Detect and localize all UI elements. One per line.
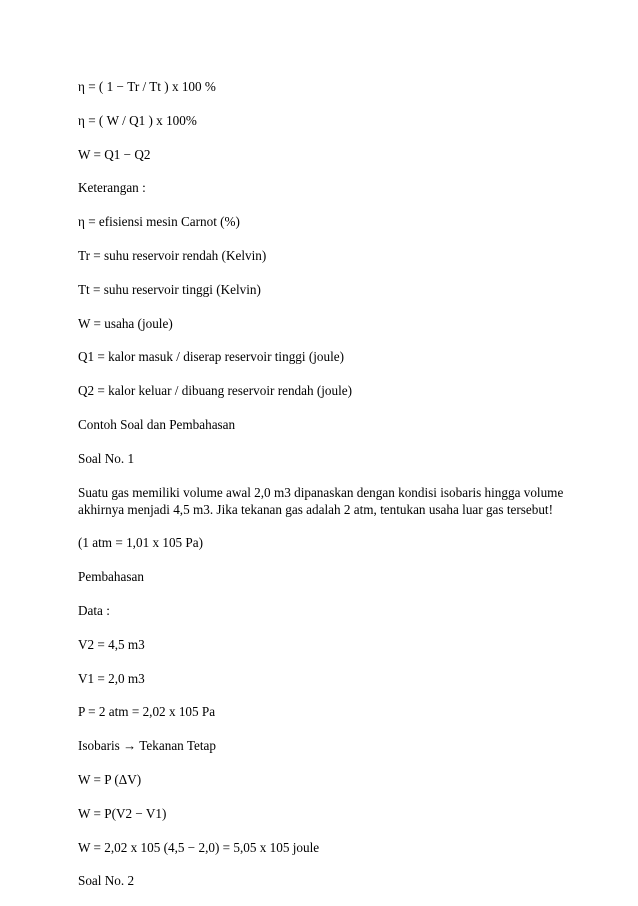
problem-1-heading: Soal No. 1 [78,450,135,466]
solution-heading: Pembahasan [78,569,144,585]
legend-tr: Tr = suhu reservoir rendah (Kelvin) [78,247,267,263]
formula-efficiency-work: η = ( W / Q1 ) x 100% [78,112,197,128]
solution-step-1: W = P (ΔV) [78,771,142,787]
solution-step-3: W = 2,02 x 105 (4,5 − 2,0) = 5,05 x 105 joule [78,839,320,855]
legend-tt: Tt = suhu reservoir tinggi (Kelvin) [78,281,261,297]
formula-work: W = Q1 − Q2 [78,146,151,162]
data-heading: Data : [78,602,110,618]
problem-1-statement: Suatu gas memiliki volume awal 2,0 m3 dipanaskan dengan kondisi isobaris hingga volume akhirnya menjadi 4,5 m3. Jika tekanan gas adalah 2 atm, tentukan usaha luar gas tersebut! [78,484,564,517]
isobaric-note: Isobaris → Tekanan Tetap [78,738,216,754]
legend-heading: Keterangan : [78,180,146,196]
data-pressure: P = 2 atm = 2,02 x 105 Pa [78,704,216,720]
solution-step-2: W = P(V2 − V1) [78,805,167,821]
legend-w: W = usaha (joule) [78,315,173,331]
problem-2-heading: Soal No. 2 [78,873,135,889]
problem-1-note: (1 atm = 1,01 x 105 Pa) [78,535,204,551]
legend-q2: Q2 = kalor keluar / dibuang reservoir rendah (joule) [78,383,353,399]
legend-eta: η = efisiensi mesin Carnot (%) [78,214,240,230]
data-v1: V1 = 2,0 m3 [78,670,145,686]
section-heading-examples: Contoh Soal dan Pembahasan [78,416,236,432]
formula-efficiency-temperature: η = ( 1 − Tr / Tt ) x 100 % [78,79,216,94]
legend-q1: Q1 = kalor masuk / diserap reservoir tinggi (joule) [78,349,344,365]
document-body [78,78,568,906]
data-v2: V2 = 4,5 m3 [78,636,145,652]
